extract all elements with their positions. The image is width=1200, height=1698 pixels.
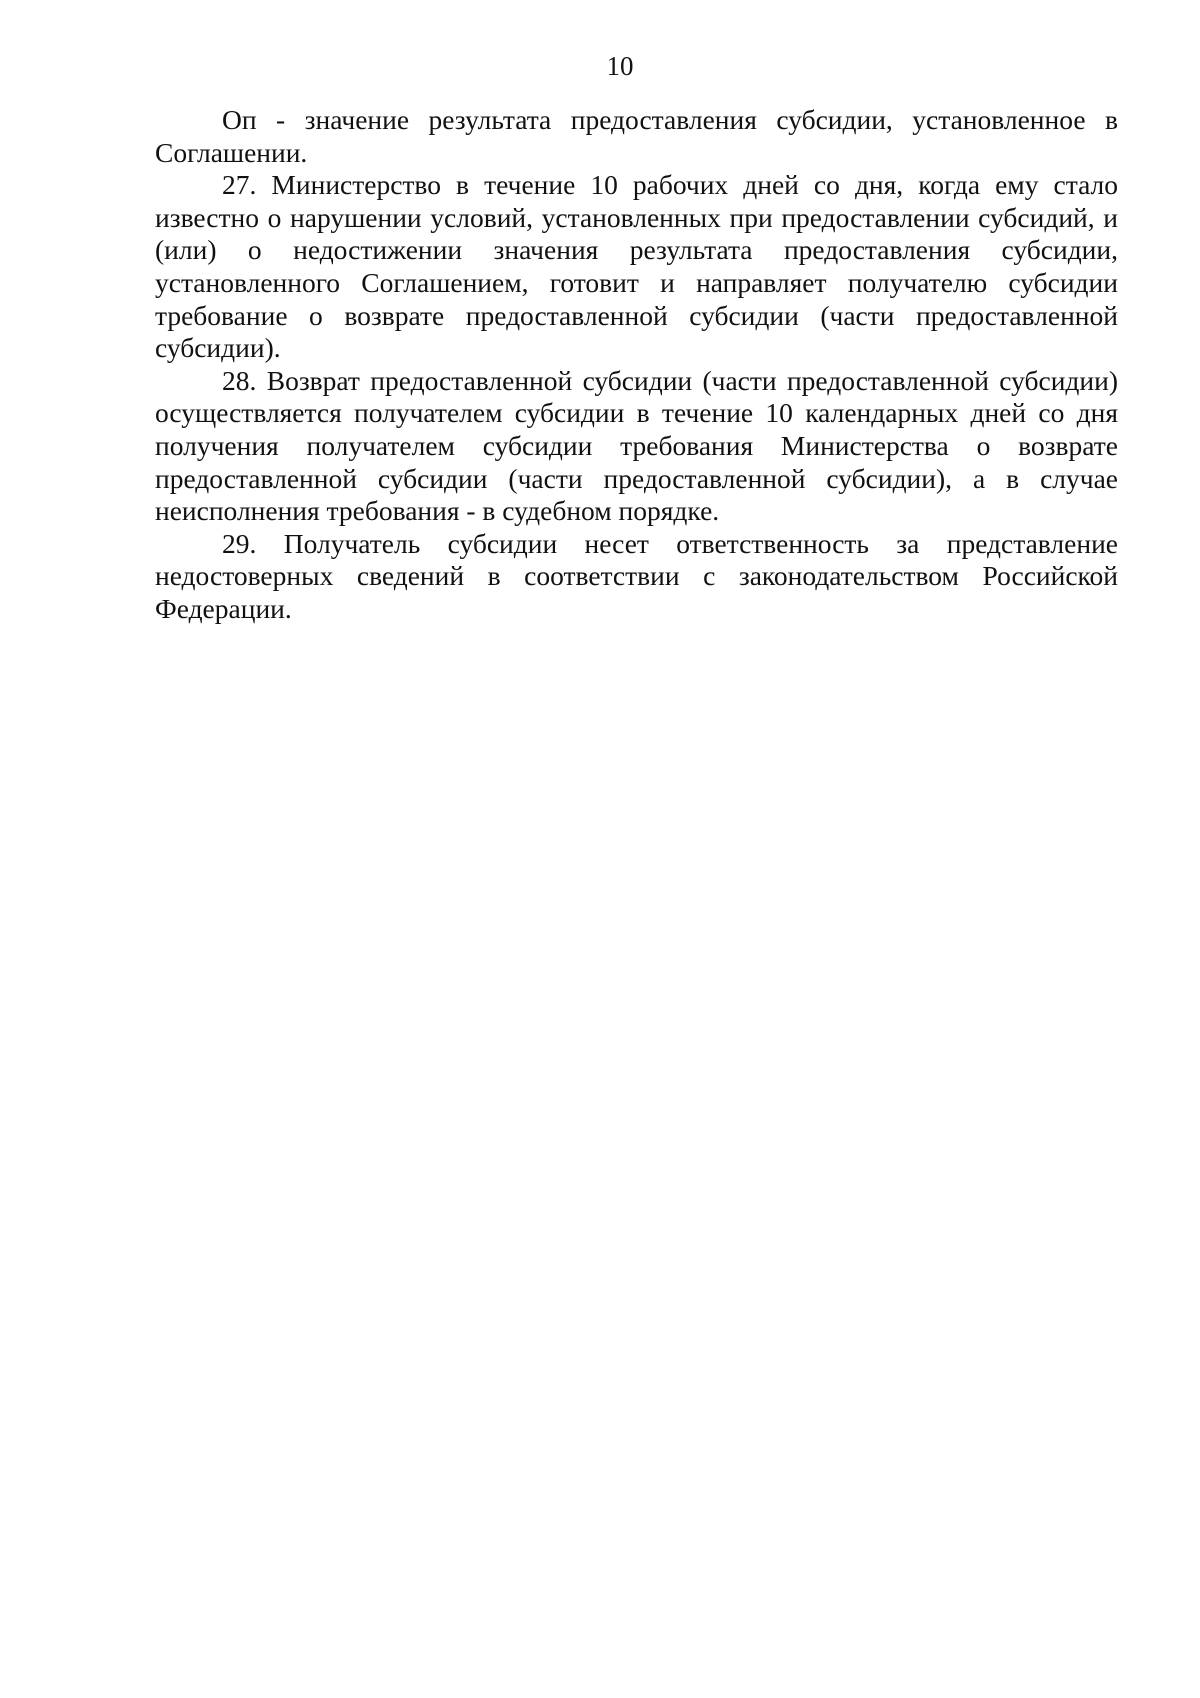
page-number: 10 bbox=[606, 51, 634, 81]
paragraph-27: 27. Министерство в течение 10 рабочих дней со дня, когда ему стало известно о нарушении условий, установленных при предоставлении субсидий, и (или) о недостижении значения результата предоставления субсидии, установленного Соглашением, готовит и направляет получателю субсидии требование о возврате предоставленной субсидии (части предоставленной субсидии). bbox=[155, 169, 1118, 364]
paragraph-28: 28. Возврат предоставленной субсидии (части предоставленной субсидии) осуществляется получателем субсидии в течение 10 календарных дней со дня получения получателем субсидии требования Министерства о возврате предоставленной субсидии (части предоставленной субсидии), а в случае неисполнения требования - в судебном порядке. bbox=[155, 364, 1118, 527]
paragraph-29: 29. Получатель субсидии несет ответственность за представление недостоверных сведений в соответствии с законодательством Российской Федерации. bbox=[155, 527, 1118, 624]
paragraph-op-definition: Оп - значение результата предоставления субсидии, установленное в Соглашении. bbox=[155, 104, 1118, 168]
document-body bbox=[155, 104, 1118, 626]
